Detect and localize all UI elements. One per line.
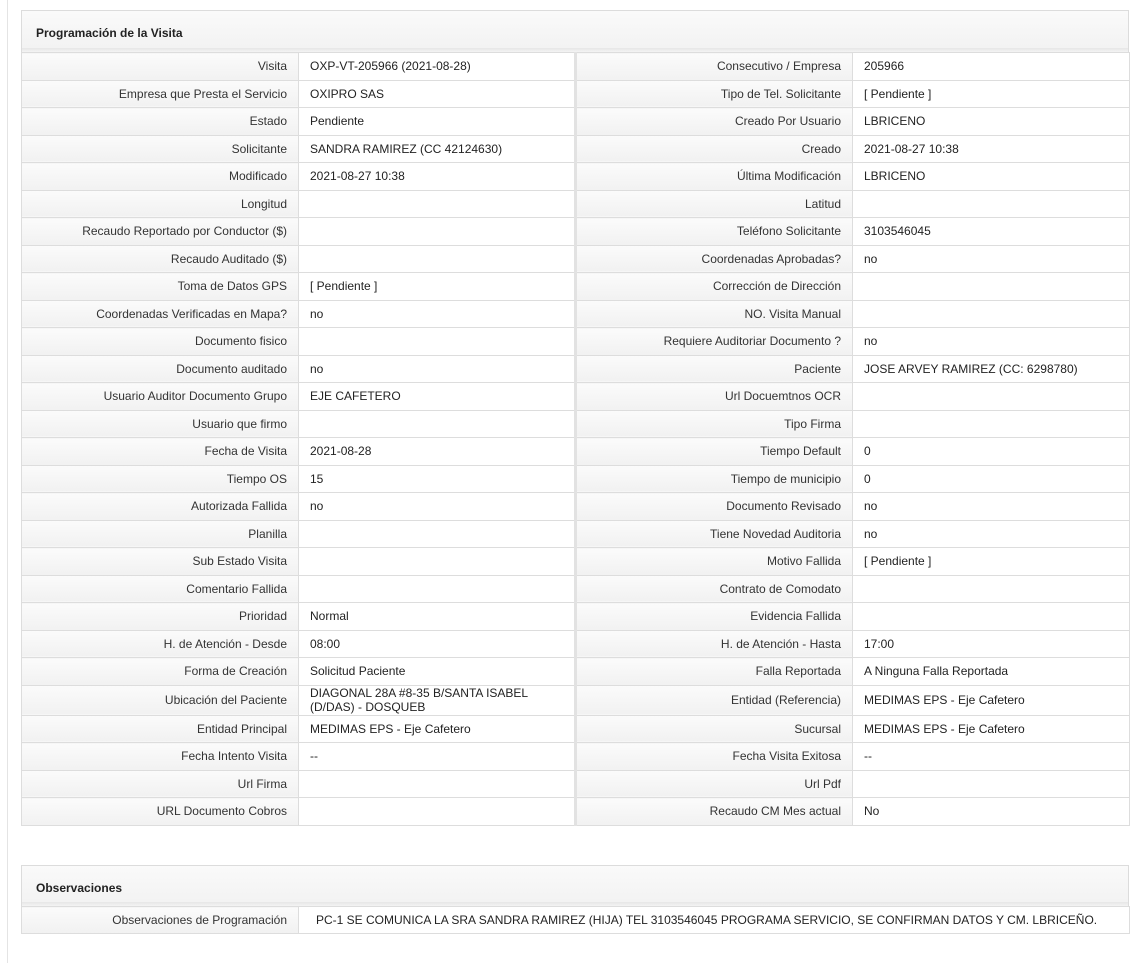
- label-creado-por-usuario: Creado Por Usuario: [576, 108, 853, 136]
- table-row: [22, 383, 1130, 411]
- table-row: [22, 108, 1130, 136]
- programacion-panel-header: [21, 10, 1129, 52]
- value-url-documento-cobros: [299, 798, 576, 826]
- value-entidad-referencia: MEDIMAS EPS - Eje Cafetero: [853, 685, 1130, 715]
- label-url-pdf: Url Pdf: [576, 770, 853, 798]
- value-coordenadas-verificadas-en-mapa: no: [299, 300, 576, 328]
- label-toma-de-datos-gps: Toma de Datos GPS: [22, 273, 299, 301]
- value-comentario-fallida: [299, 575, 576, 603]
- table-row: [22, 410, 1130, 438]
- label-creado: Creado: [576, 135, 853, 163]
- table-row: [22, 190, 1130, 218]
- value-paciente: JOSE ARVEY RAMIREZ (CC: 6298780): [853, 355, 1130, 383]
- label-entidad-principal: Entidad Principal: [22, 715, 299, 743]
- value-latitud: [853, 190, 1130, 218]
- value-recaudo-cm-mes-actual: No: [853, 798, 1130, 826]
- value-sucursal: MEDIMAS EPS - Eje Cafetero: [853, 715, 1130, 743]
- table-row: [22, 798, 1130, 826]
- value-fecha-de-visita: 2021-08-28: [299, 438, 576, 466]
- value-h-de-atencion-hasta: 17:00: [853, 630, 1130, 658]
- observaciones-panel-header: [21, 865, 1129, 906]
- table-row: [22, 135, 1130, 163]
- observaciones-table: [21, 906, 1130, 934]
- label-requiere-auditoriar-documento: Requiere Auditoriar Documento ?: [576, 328, 853, 356]
- value-ubicacion-del-paciente: [299, 685, 576, 715]
- value-coordenadas-aprobadas: no: [853, 245, 1130, 273]
- value-requiere-auditoriar-documento: no: [853, 328, 1130, 356]
- label-paciente: Paciente: [576, 355, 853, 383]
- label-url-docuemtnos-ocr: Url Docuemtnos OCR: [576, 383, 853, 411]
- label-recaudo-auditado: Recaudo Auditado ($): [22, 245, 299, 273]
- label-estado: Estado: [22, 108, 299, 136]
- value-h-de-atencion-desde: 08:00: [299, 630, 576, 658]
- label-prioridad: Prioridad: [22, 603, 299, 631]
- value-telefono-solicitante: 3103546045: [853, 218, 1130, 246]
- value-longitud: [299, 190, 576, 218]
- label-longitud: Longitud: [22, 190, 299, 218]
- table-row: [22, 355, 1130, 383]
- table-row: [22, 300, 1130, 328]
- label-comentario-fallida: Comentario Fallida: [22, 575, 299, 603]
- label-tipo-firma: Tipo Firma: [576, 410, 853, 438]
- value-usuario-que-firmo: [299, 410, 576, 438]
- programacion-panel: [21, 10, 1129, 826]
- label-url-firma: Url Firma: [22, 770, 299, 798]
- label-recaudo-reportado-por-conductor: Recaudo Reportado por Conductor ($): [22, 218, 299, 246]
- table-row: [22, 603, 1130, 631]
- label-documento-auditado: Documento auditado: [22, 355, 299, 383]
- label-falla-reportada: Falla Reportada: [576, 658, 853, 686]
- label-h-de-atencion-hasta: H. de Atención - Hasta: [576, 630, 853, 658]
- value-recaudo-reportado-por-conductor: [299, 218, 576, 246]
- table-row: [22, 218, 1130, 246]
- label-tiempo-os: Tiempo OS: [22, 465, 299, 493]
- label-tipo-de-tel-solicitante: Tipo de Tel. Solicitante: [576, 80, 853, 108]
- value-creado: 2021-08-27 10:38: [853, 135, 1130, 163]
- programacion-table: [21, 52, 1130, 826]
- label-modificado: Modificado: [22, 163, 299, 191]
- label-no-visita-manual: NO. Visita Manual: [576, 300, 853, 328]
- value-text: DIAGONAL 28A #8-35 B/SANTA ISABEL (D/DAS) - DOSQUEB: [310, 686, 528, 714]
- value-planilla: [299, 520, 576, 548]
- value-recaudo-auditado: [299, 245, 576, 273]
- label-documento-fisico: Documento fisico: [22, 328, 299, 356]
- value-url-docuemtnos-ocr: [853, 383, 1130, 411]
- value-tipo-firma: [853, 410, 1130, 438]
- label-forma-de-creacion: Forma de Creación: [22, 658, 299, 686]
- value-consecutivo-empresa: 205966: [853, 53, 1130, 81]
- label-sucursal: Sucursal: [576, 715, 853, 743]
- table-row: [22, 630, 1130, 658]
- table-row: [22, 438, 1130, 466]
- table-row: [22, 245, 1130, 273]
- label-fecha-visita-exitosa: Fecha Visita Exitosa: [576, 743, 853, 771]
- label-telefono-solicitante: Teléfono Solicitante: [576, 218, 853, 246]
- label-tiene-novedad-auditoria: Tiene Novedad Auditoria: [576, 520, 853, 548]
- value-forma-de-creacion: Solicitud Paciente: [299, 658, 576, 686]
- label-visita: Visita: [22, 53, 299, 81]
- table-row: [22, 520, 1130, 548]
- value-url-pdf: [853, 770, 1130, 798]
- observaciones-label: Observaciones de Programación: [22, 907, 299, 934]
- label-coordenadas-verificadas-en-mapa: Coordenadas Verificadas en Mapa?: [22, 300, 299, 328]
- table-row: [22, 770, 1130, 798]
- label-ubicacion-del-paciente: Ubicación del Paciente: [22, 685, 299, 715]
- label-usuario-auditor-documento-grupo: Usuario Auditor Documento Grupo: [22, 383, 299, 411]
- value-solicitante: SANDRA RAMIREZ (CC 42124630): [299, 135, 576, 163]
- value-tiempo-default: 0: [853, 438, 1130, 466]
- value-fecha-visita-exitosa: --: [853, 743, 1130, 771]
- observaciones-value: PC-1 SE COMUNICA LA SRA SANDRA RAMIREZ (HIJA) TEL 3103546045 PROGRAMA SERVICIO, SE CONFIRMAN DATOS Y CM. LBRICEÑO.: [299, 907, 1130, 934]
- label-contrato-de-comodato: Contrato de Comodato: [576, 575, 853, 603]
- label-usuario-que-firmo: Usuario que firmo: [22, 410, 299, 438]
- value-prioridad: Normal: [299, 603, 576, 631]
- value-url-firma: [299, 770, 576, 798]
- value-documento-fisico: [299, 328, 576, 356]
- table-row: [22, 273, 1130, 301]
- value-contrato-de-comodato: [853, 575, 1130, 603]
- label-entidad-referencia: Entidad (Referencia): [576, 685, 853, 715]
- table-row: [22, 685, 1130, 715]
- label-ultima-modificacion: Última Modificación: [576, 163, 853, 191]
- value-empresa-que-presta-el-servicio: OXIPRO SAS: [299, 80, 576, 108]
- label-fecha-de-visita: Fecha de Visita: [22, 438, 299, 466]
- label-correccion-de-direccion: Corrección de Dirección: [576, 273, 853, 301]
- value-autorizada-fallida: no: [299, 493, 576, 521]
- label-recaudo-cm-mes-actual: Recaudo CM Mes actual: [576, 798, 853, 826]
- value-creado-por-usuario: LBRICENO: [853, 108, 1130, 136]
- programacion-title: Programación de la Visita: [36, 26, 183, 40]
- value-falla-reportada: A Ninguna Falla Reportada: [853, 658, 1130, 686]
- label-empresa-que-presta-el-servicio: Empresa que Presta el Servicio: [22, 80, 299, 108]
- table-row: [22, 575, 1130, 603]
- value-tiempo-de-municipio: 0: [853, 465, 1130, 493]
- label-motivo-fallida: Motivo Fallida: [576, 548, 853, 576]
- value-motivo-fallida: [ Pendiente ]: [853, 548, 1130, 576]
- value-no-visita-manual: [853, 300, 1130, 328]
- table-row: [22, 163, 1130, 191]
- label-planilla: Planilla: [22, 520, 299, 548]
- value-toma-de-datos-gps: [ Pendiente ]: [299, 273, 576, 301]
- label-fecha-intento-visita: Fecha Intento Visita: [22, 743, 299, 771]
- value-evidencia-fallida: [853, 603, 1130, 631]
- label-url-documento-cobros: URL Documento Cobros: [22, 798, 299, 826]
- table-row: [22, 493, 1130, 521]
- observaciones-title: Observaciones: [36, 881, 123, 895]
- table-row: [22, 658, 1130, 686]
- label-h-de-atencion-desde: H. de Atención - Desde: [22, 630, 299, 658]
- value-estado: Pendiente: [299, 108, 576, 136]
- value-visita: OXP-VT-205966 (2021-08-28): [299, 53, 576, 81]
- label-sub-estado-visita: Sub Estado Visita: [22, 548, 299, 576]
- value-correccion-de-direccion: [853, 273, 1130, 301]
- table-row: [22, 743, 1130, 771]
- table-row: [22, 465, 1130, 493]
- observaciones-row: [22, 907, 1130, 934]
- value-modificado: 2021-08-27 10:38: [299, 163, 576, 191]
- label-tiempo-de-municipio: Tiempo de municipio: [576, 465, 853, 493]
- label-latitud: Latitud: [576, 190, 853, 218]
- table-row: [22, 53, 1130, 81]
- label-consecutivo-empresa: Consecutivo / Empresa: [576, 53, 853, 81]
- value-tipo-de-tel-solicitante: [ Pendiente ]: [853, 80, 1130, 108]
- page-left-border: [7, 0, 8, 963]
- table-row: [22, 80, 1130, 108]
- value-tiene-novedad-auditoria: no: [853, 520, 1130, 548]
- observaciones-panel: [21, 865, 1129, 934]
- value-usuario-auditor-documento-grupo: EJE CAFETERO: [299, 383, 576, 411]
- label-documento-revisado: Documento Revisado: [576, 493, 853, 521]
- table-row: [22, 715, 1130, 743]
- value-documento-auditado: no: [299, 355, 576, 383]
- label-solicitante: Solicitante: [22, 135, 299, 163]
- value-ultima-modificacion: LBRICENO: [853, 163, 1130, 191]
- label-evidencia-fallida: Evidencia Fallida: [576, 603, 853, 631]
- value-sub-estado-visita: [299, 548, 576, 576]
- table-row: [22, 548, 1130, 576]
- value-tiempo-os: 15: [299, 465, 576, 493]
- value-entidad-principal: MEDIMAS EPS - Eje Cafetero: [299, 715, 576, 743]
- label-autorizada-fallida: Autorizada Fallida: [22, 493, 299, 521]
- value-fecha-intento-visita: --: [299, 743, 576, 771]
- label-coordenadas-aprobadas: Coordenadas Aprobadas?: [576, 245, 853, 273]
- value-documento-revisado: no: [853, 493, 1130, 521]
- table-row: [22, 328, 1130, 356]
- label-tiempo-default: Tiempo Default: [576, 438, 853, 466]
